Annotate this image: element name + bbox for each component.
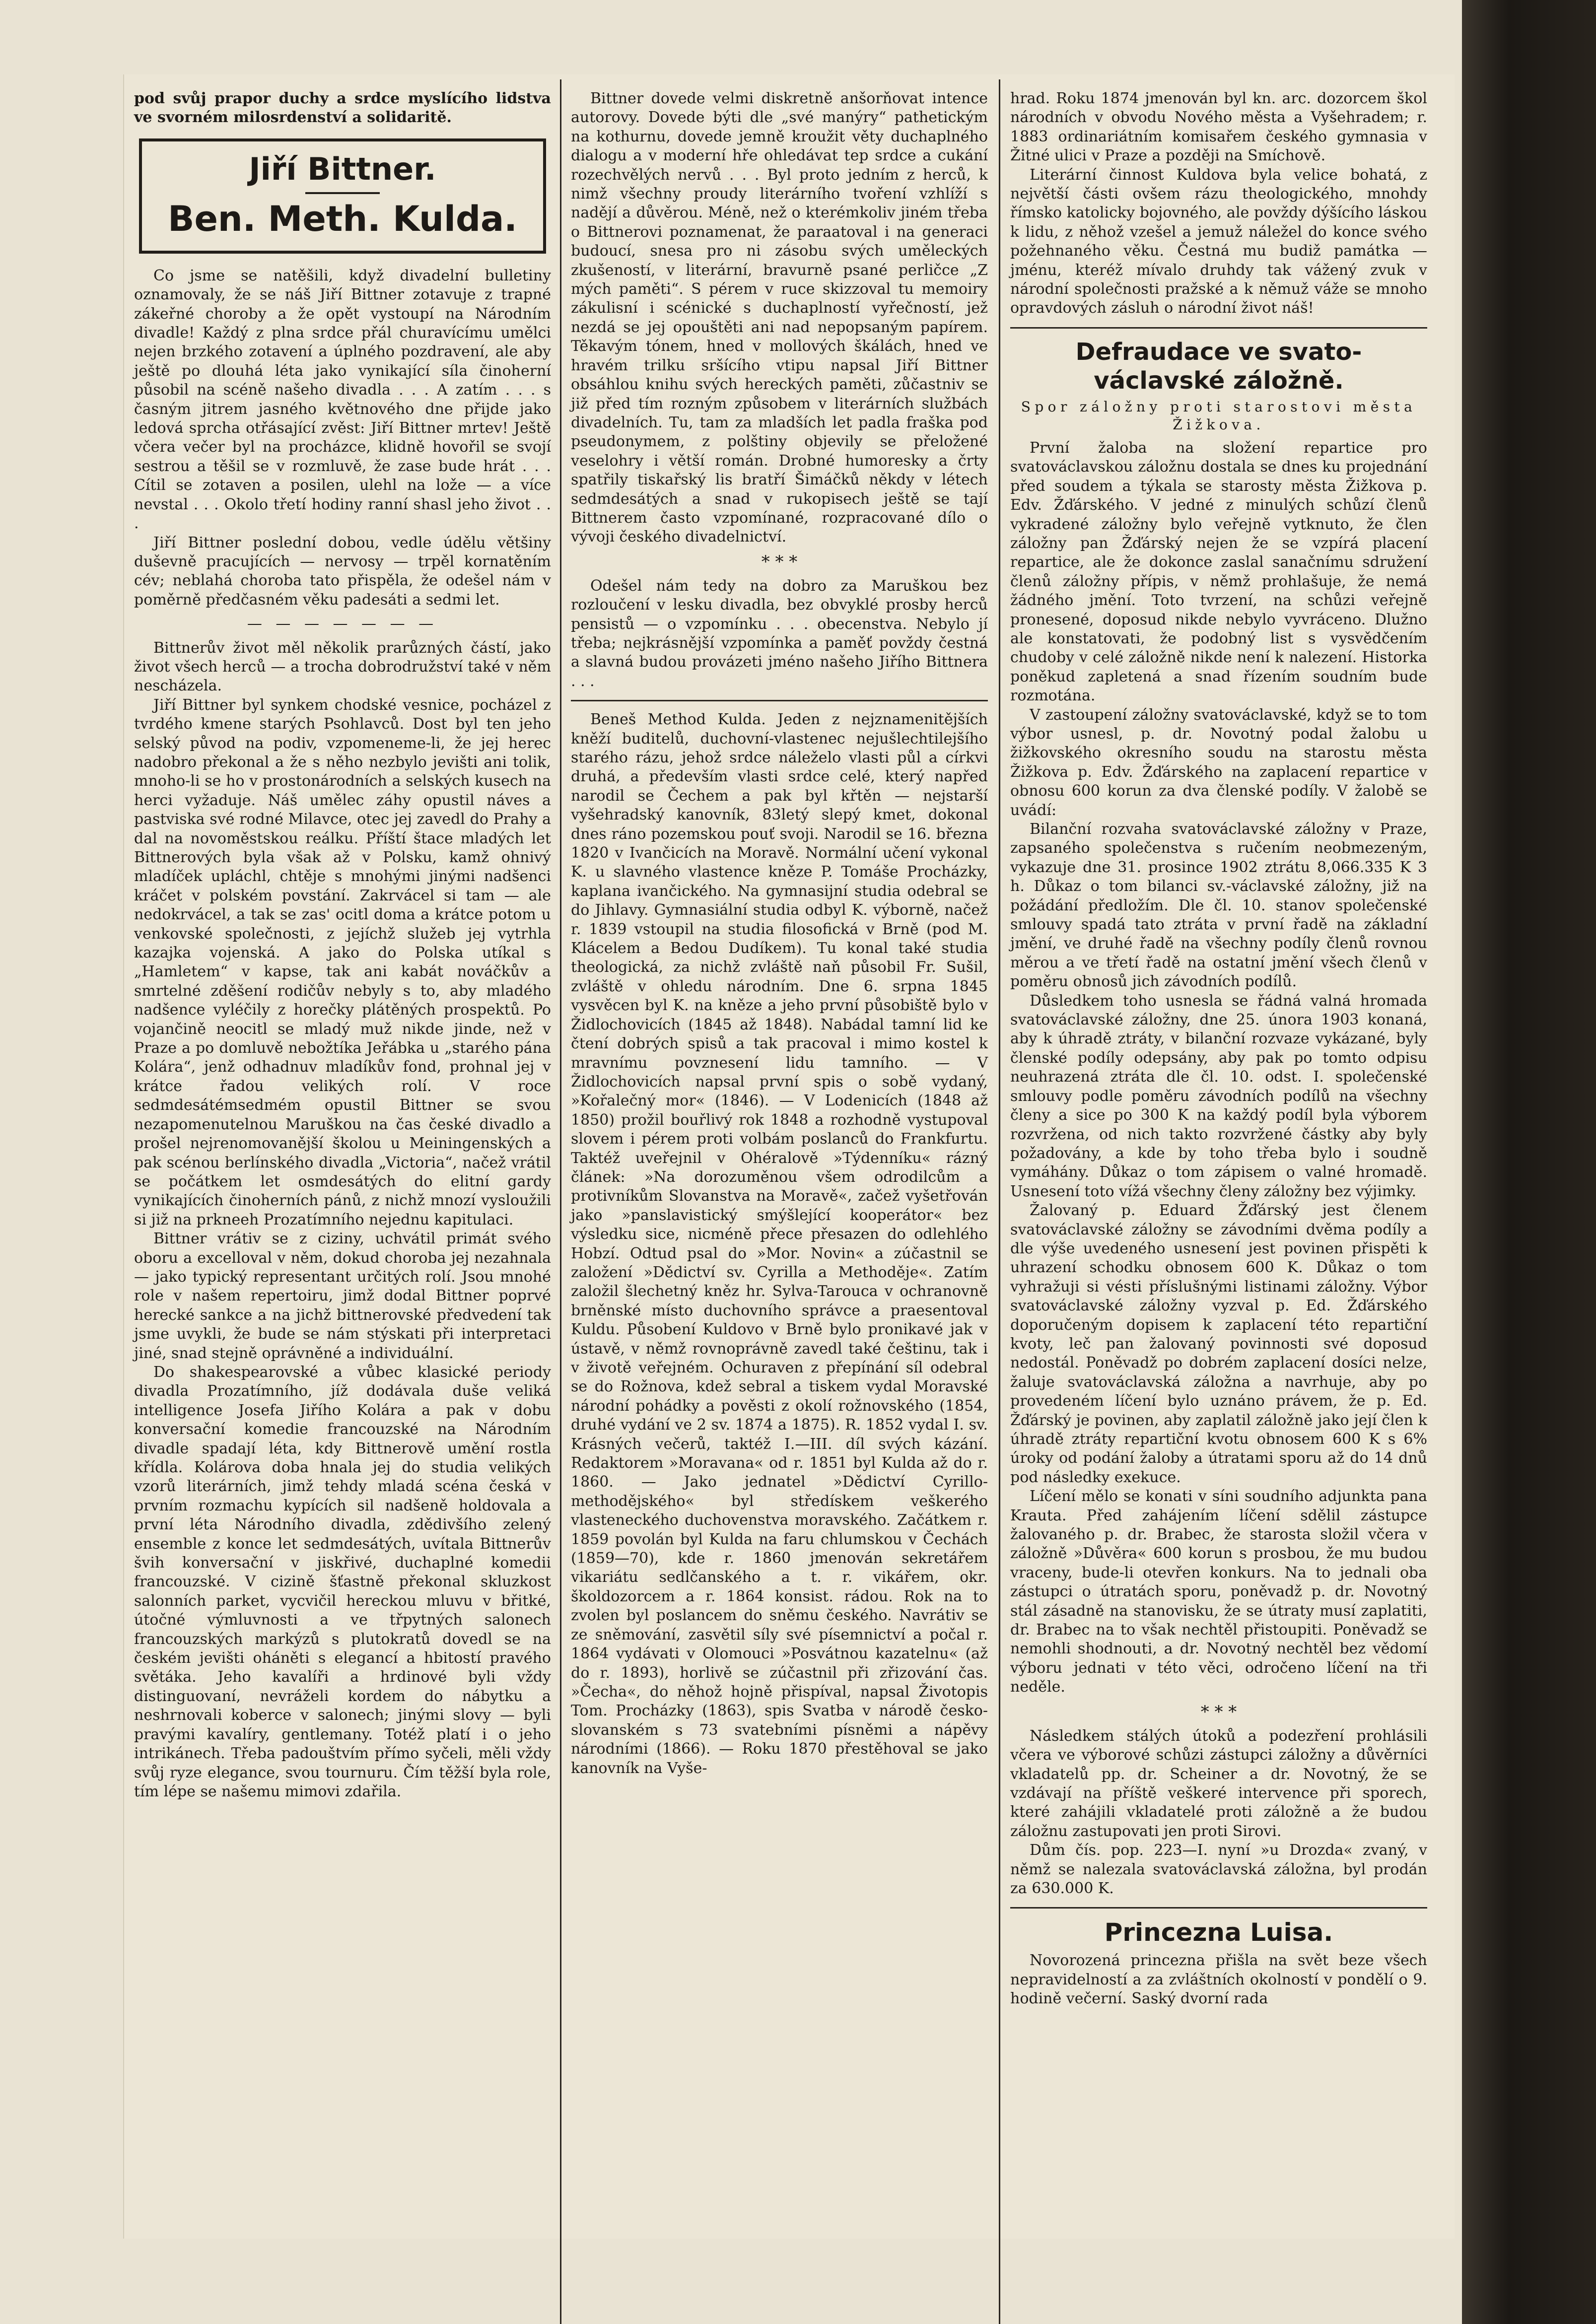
paragraph: Jiří Bittner poslední dobou, vedle údělu většiny duševně pracujících — nervosy — trpěl kornatěním cév; neblahá choroba tato přispěla, že odešel nám v poměrně předčasném věku padesáti a sedmi let. <box>134 534 551 609</box>
paragraph: Do shakespearovské a vůbec klasické periody divadla Prozatímního, jíž dodávala duše veliká intelligence Josefa Jiřího Kolára a pak v dobu konversační komedie francouzské na Národním divadle spadají léta, kdy Bittnerově umění rostla křídla. Kolárova doba hnala jej do studia velikých vzorů literárních, jimž tehdy mladá scéna česká v prvním rozmachu kypících sil nadšeně holdovala a první léta Národního divadla, zdědivšího zelený ensemble z konce let sedmdesátých, uvítala Bittnerův švih konversační v jiskřivé, duchaplné komedii francouzské. V cizině šťastně překonal skluzkost salonních parket, vycvičil hereckou mluvu v břitké, útočné výmluvnosti a ve třpytných salonech francouzských markýzů s plutokratů dovedl se na českém jevišti oháněti s elegancí a hbitostí pravého světáka. Jeho kavalíři a hrdinové byli vždy distinguovaní, nevráželi kordem do nábytku a neshrnovali koberce v salonech; jinými slovy — byli pravými kavalíry, gentlemany. Totéž platí i o jeho intrikánech. Třeba padouštvím přímo syčeli, měli vždy svůj ryze elegance, svou tournuru. Čím těžší byla role, tím lépe se našemu mimovi zdařila. <box>134 1363 551 1800</box>
paragraph: V zastoupení záložny svatováclavské, když se to tom výbor usnesl, p. dr. Novotný podal žalobu u žižkovského okresního soudu na starostu města Žižkova p. Edv. Žďárského na zaplacení repartice v obnosu 600 korun za dva členské podíly. V žalobě se uvádí: <box>1010 706 1427 819</box>
paragraph: Novorozená princezna přišla na svět beze všech nepravidelností a za zvláštních okolností v pondělí o 9. hodině večerní. Saský dvorní rada <box>1010 1952 1427 2008</box>
section-stars: * * * <box>1200 1702 1237 1722</box>
paragraph: První žaloba na složení repartice pro svatováclavskou záložnu dostala se dnes ku projednání před soudem a týkala se starosty města Žižkova p. Edv. Žďárského. V jedné z minulých schůzí členů vykradené záložny bylo veřejně vytknuto, že člen záložny pan Žďárský nejen že se vzpírá placení repartice, ale že dokonce zaslal sanačnímu sdružení členů záložny přípis, v němž prohlašuje, že nemá žádného jmění. Toto tvrzení, na schůzi veřejně pronesené, doposud nikde nebylo vyvráceno. Dlužno ale konstatovati, že podobný list s vysvědčením chudoby v celé záložně nikde není k nalezení. Historka poněkud zapletená a snad řízením soudním bude rozmotána. <box>1010 439 1427 705</box>
column-1 <box>134 89 551 1801</box>
paragraph: Bittner dovede velmi diskretně anšorňovat intence autorovy. Dovede býti dle „své manýry“ pathetickým na kothurnu, dovede jemně kroužit věty duchaplného dialogu a v moderní hře ohledávat tep srdce a cukání rozechvělých nervů . . . Byl proto jedním z herců, k nimž všechny proudy literárního tvoření vzhlíží s nadějí a důvěrou. Méně, než o kterémkoliv jiném třeba o Bittnerovi poznamenat, že paraatoval i na generaci budoucí, snesa pro ni zásobu svých uměleckých zkušeností, v literární, bravurně psané perličce „Z mých paměti“. S pérem v ruce skizzoval tu memoiry zákulisní i scénické s duchaplností vyřečností, jež nezdá se jej opouštěti ani nad nepopsaným papírem. Těkavým tónem, hned v mollových škálách, hned ve hravém trilku sršícího vtipu napsal Jiří Bittner obsáhlou knihu svých hereckých paměti, zůčastniv se již před tím rozným způsobem v literárních službách divadelních. Tu, tam za mladších let padla fraška pod pseudonymem, z polštiny objevily se přeložené veselohry i větší román. Drobné humoresky a črty spatřily tiskařský lis bratří Šimáčků někdy v létech sedmdesátých a snad v rukopisech ještě se tají Bittnerem často vzpomínané, rozpracované dílo o vývoji českého divadelnictví. <box>571 90 988 546</box>
paragraph: Následkem stálých útoků a podezření prohlásili včera ve výborové schůzi zástupci záložny a důvěrníci vkladatelů pp. dr. Scheiner a dr. Novotný, že se vzdávají na příště veškeré intervence při sporech, které zahájili vkladatelé proti záložně a že budou záložnu zastupovati jen proti Sirovi. <box>1010 1727 1427 1840</box>
intro-text: pod svůj prapor duchy a srdce myslícího lidstva ve svorném milosrdenství a solidaritě. <box>134 90 551 127</box>
article-title-box <box>139 138 546 254</box>
horizontal-rule <box>1010 1907 1427 1909</box>
horizontal-rule <box>571 700 988 701</box>
paragraph: Bilanční rozvaha svatováclavské záložny v Praze, zapsaného společenstva s ručením neobmezeným, vykazuje dne 31. prosince 1902 ztrátu 8,066.335 K 3 h. Důkaz o tom bilanci sv.-václavské záložny, již na požádání předložím. Dle čl. 10. stanov společenské smlouvy spadá tato ztráta v první řadě na základní jmění, ve druhé řadě na všechny podíly členů rovnou měrou a ve třetí řadě na ostatní jmění všech členů v poměru obnosů jich závodních podílů. <box>1010 820 1427 991</box>
article-title-bittner: Jiří Bittner. <box>249 150 436 187</box>
column-rule <box>560 79 561 2324</box>
paragraph: Líčení mělo se konati v síni soudního adjunkta pana Krauta. Před zahájením líčení sdělil zástupce žalovaného p. dr. Brabec, že starosta složil včera v záložně »Důvěra« 600 korun s prosbou, že mu budou vraceny, bude-li otevřen konkurs. Na to jednali oba zástupci o útratách sporu, poněvadž p. dr. Novotný stál zásadně na stanovisku, že se útraty musí zaplatiti, dr. Brabec na to však nechtěl přistoupiti. Poněvadž se nemohli shodnouti, a dr. Novotný nechtěl bez vědomí výboru jednati v této věci, odročeno líčení na tři neděle. <box>1010 1488 1427 1696</box>
paragraph: Odešel nám tedy na dobro za Maruškou bez rozloučení v lesku divadla, bez obvyklé prosby herců pensistů — o vzpomínku . . . obecenstva. Nebylo jí třeba; nejkrásnější vzpomínka a paměť povždy čestná a slavná budou provázeti jméno našeho Jiřího Bittnera . . . <box>571 577 988 690</box>
column-2 <box>571 89 988 1778</box>
title-separator <box>305 192 380 194</box>
horizontal-rule <box>1010 327 1427 329</box>
section-dashes: — — — — — — — <box>247 615 438 633</box>
column-3 <box>1010 89 1427 2009</box>
headline-princezna: Princezna Luisa. <box>1104 1918 1333 1947</box>
paragraph: Literární činnost Kuldova byla velice bohatá, z největší části ovšem rázu theologického, mnohdy římsko katolicky bojovného, ale povždy dýšícího láskou k lidu, z něhož vzešel a jemuž náležel do konce svého požehnaného věku. Čestná mu budiž památka — jménu, kteréž mívalo druhdy tak vážený zvuk v národní společnosti pražské a k němuž váže se mnoho opravdových zásluh o národní život náš! <box>1010 166 1427 317</box>
section-stars: * * * <box>761 551 798 572</box>
paragraph: Důsledkem toho usnesla se řádná valná hromada svatováclavské záložny, dne 25. února 1903 konaná, aby k úhradě ztráty, v bilanční rozvaze vykázané, byly členské podíly odepsány, aby pak po tomto odpisu neuhrazená ztráta dle čl. 10. odst. I. společenské smlouvy podle poměru závodních podílů na všechny členy a sice po 300 K na každý podíl byla výborem rozvržena, od nich takto rozvržené částky aby byly požadovány, a kde by toho třeba bylo i soudně vymáhány. Důkaz o tom zápisem o valné hromadě. Usnesení toto vížá všechny členy záložny bez výjimky. <box>1010 992 1427 1200</box>
paragraph: Co jsme se natěšili, když divadelní bulletiny oznamovaly, že se náš Jiří Bittner zotavuje z trapné zákeřné choroby a že opět vystoupí na Národním divadle! Každý z plna srdce přál churavícímu umělci nejen brzkého zotavení a úplného pozdravení, ale aby ještě po dlouhá léta jako vynikající síla činoherní působil na scéně našeho divadla . . . A zatím . . . s časným jitrem jasného květnového dne přijde jako ledová sprcha otřásající zvěst: Jiří Bittner mrtev! Ještě včera večer byl na procházce, klidně hovořil se svojí sestrou a těšil se v rozmluvě, že zase bude hrát . . . Cítil se zotaven a posilen, ulehl na lože — a více nevstal . . . Okolo třetí hodiny ranní shasl jeho život . . . <box>134 267 551 533</box>
column-rule <box>999 79 1000 2324</box>
paragraph: Bittner vrátiv se z ciziny, uchvátil primát svého oboru a excelloval v něm, dokud choroba jej nezahnala — jako typický representant určitých rolí. Jsou mnohé role v našem repertoiru, jimž dodal Bittner poprvé herecké sankce a na jichž bittnerovské předvedení tak jsme uvykli, že bude se nám stýskati při interpretaci jiné, snad stejně oprávněné a individuální. <box>134 1230 551 1362</box>
paragraph: hrad. Roku 1874 jmenován byl kn. arc. dozorcem škol národních v obvodu Nového města a Vyšehradem; r. 1883 ordinariátním komisařem českého gymnasia v Žitné ulici v Praze a později na Smíchově. <box>1010 90 1427 165</box>
scan-dark-edge <box>1462 0 1596 2324</box>
paragraph: Jiří Bittner byl synkem chodské vesnice, pocházel z tvrdého kmene starých Psohlavců. Dost byl ten jeho selský původ na podiv, vzpomeneme-li, že jej herec nadobro překonal a že s něho nezbylo jevišti ani tolik, mnoho-li se ho v prostonárodních a selských kusech na herci vyžaduje. Náš umělec záhy opustil náves a pastviska své rodné Milavce, otec jej zavedl do Prahy a dal na novoměstskou reálku. Příští štace mladých let Bittnerových byla však až v Polsku, kamž ohnivý mladíček upláchl, chtěje s mnohými jinými nadšenci kráčet v polském povstání. Zakrvácel si tam — ale nedokrvácel, a tak se zas' ocitl doma a krátce potom u venkovské společnosti, z jejíchž služeb jej vytrhla kazajka vojenská. A jako do Polska utíkal s „Hamletem“ v kapse, tak ani kabát nováčkův a smrtelné zděšení rodičův nebyly s to, aby mladého nadšence vyléčily z horečky plátěných prospektů. Po vojančině neocitl se mladý muž nikde jinde, než v Praze a po domluvě nebožtíka Jeřábka u „starého pána Kolára“, jenž odhadnuv mladíkův fond, prohnal jej v krátce řadou velikých rolí. V roce sedmdesátémsedmém opustil Bittner se svou nezapomenutelnou Maruškou na čas české divadlo a prošel nejrenomovanější školou u Meiningenských a pak scénou berlínského divadla „Victoria“, načež vrátil se počátkem let osmdesátých do elitní gardy vynikajících činoherních pánů, z nichž mnozí vysloužili si již na prkneeh Prozatímního nejednu kapitulaci. <box>134 696 551 1229</box>
paragraph: Bittnerův život měl několik prarůzných částí, jako život všech herců — a trocha dobrodružství také v něm nescházela. <box>134 639 551 695</box>
paragraph: Beneš Method Kulda. Jeden z nejznamenitějších kněží buditelů, duchovní-vlastenec nejušlechtilejšího starého rázu, jehož srdce náleželo vlasti půl a církvi druhá, a především vlasti srdce celé, který napřed narodil se Čechem a pak byl křtěn — nejstarší vyšehradský kanovník, 83letý slepý kmet, dokonal dnes ráno pozemskou pouť svoji. Narodil se 16. března 1820 v Ivančicích na Moravě. Normální učení vykonal K. u slavného vlastence kněze P. Tomáše Procházky, kaplana ivančického. Na gymnasijní studia odebral se do Jihlavy. Gymnasiální studia odbyl K. výborně, načež r. 1839 vstoupil na studia filosofická v Brně (pod M. Klácelem a Bedou Dudíkem). Tu konal také studia theologická, za nichž zvláště naň působil Fr. Sušil, zvláště v ohledu národním. Dne 6. srpna 1845 vysvěcen byl K. na kněze a jeho první působiště bylo v Židlochovicích (1845 až 1848). Nabádal tamní lid ke čtení dobrých spisů a tak pracoval i mimo kostel k mravnímu povznesení lidu tamního. — V Židlochovicích napsal první spis o sobě vydaný, »Kořalečný mor« (1846). — V Lodenicích (1848 až 1850) prožil bouřlivý rok 1848 a rozhodně vystupoval slovem i pérem proti volbám poslanců do Frankfurtu. Taktéž uveřejnil v Ohéralově »Týdenníku« rázný článek: »Na dorozuměnou všem odrodilcům a protivníkům Slovanstva na Moravě«, začež vyšetřován jako »panslavistický smýšlející kooperátor« bez výsledku sice, nicméně přece přesazen do odlehlého Hobzí. Odtud psal do »Mor. Novin« a zúčastnil se založení »Dědictví sv. Cyrilla a Methoděje«. Zatím založil šlechetný kněz hr. Sylva-Tarouca v ochranovně brněnské místo duchovního správce a praesentoval Kuldu. Působení Kuldovo v Brně bylo pronikavé jak v ústavě, v němž rovnoprávně zavedl také češtinu, tak i v životě veřejném. Ochuraven z přepínání síl odebral se do Rožnova, kdež sebral a tiskem vydal Moravské národní pohádky a pověsti z okolí rožnovského (1854, druhé vydání ve 2 sv. 1874 a 1875). R. 1852 vydal I. sv. Krásných večerů, taktéž I.—III. díl svých kázání. Redaktorem »Moravana« od r. 1851 byl Kulda až do r. 1860. — Jako jednatel »Dědictví Cyrillo-methodějského« byl středískem veškerého vlasteneckého duchovenstva moravského. Začátkem r. 1859 povolán byl Kulda na faru chlumskou v Čechách (1859—70), kde r. 1860 jmenován sekretářem vikariátu sedlčanského a t. r. vikářem, okr. školdozorcem a r. 1864 konsist. rádou. Rok na to zvolen byl poslancem do sněmu českého. Navrátiv se ze sněmování, zasvětil síly své písemnictví a počal r. 1864 vydávati v Olomouci »Posvátnou kazatelnu« (až do r. 1893), horlivě se zúčastnil při zřizování čas. »Čecha«, do něhož hojně přispíval, napsal Životopis Tom. Procházky (1863), spis Svatba v národě česko-slovanském s 73 svatebními písněmi a nápěvy národními (1866). — Roku 1870 přestěhoval se jako kanovník na Vyše- <box>571 711 988 1777</box>
subheadline: Spor záložny proti starostovi města Žižkova. <box>1021 398 1417 433</box>
paragraph: Dům čís. pop. 223—I. nyní »u Drozda« zvaný, v němž se nalezala svatováclavská záložna, byl prodán za 630.000 K. <box>1010 1842 1427 1897</box>
headline-defraudace: Defraudace ve svato-václavské záložně. <box>1075 338 1362 395</box>
article-title-kulda: Ben. Meth. Kulda. <box>168 198 517 239</box>
paragraph: Žalovaný p. Eduard Žďárský jest členem svatováclavské záložny se závodními dvěma podíly a dle výše uvedeného usnesení jest povinen přispěti k uhrazení schodku obnosem 600 K. Důkaz o tom vyhražuji si vésti příslušnými listinami záložny. Výbor svatováclavské záložny vyzval p. Ed. Žďárského doporučeným dopisem k zaplacení této repartiční kvoty, leč pan žalovaný povinnosti své doposud nedostál. Poněvadž po dobrém zaplacení dosíci nelze, žaluje svatováclavská záložna a navrhuje, aby po provedeném líčení bylo uznáno právem, že p. Ed. Žďárský je povinen, aby zaplatil záložně jako její člen k úhradě ztráty repartiční kvotu obnosem 600 K s 6% úroky od podání žaloby a útratami sporu až do 14 dnů pod následky exekuce. <box>1010 1202 1427 1486</box>
